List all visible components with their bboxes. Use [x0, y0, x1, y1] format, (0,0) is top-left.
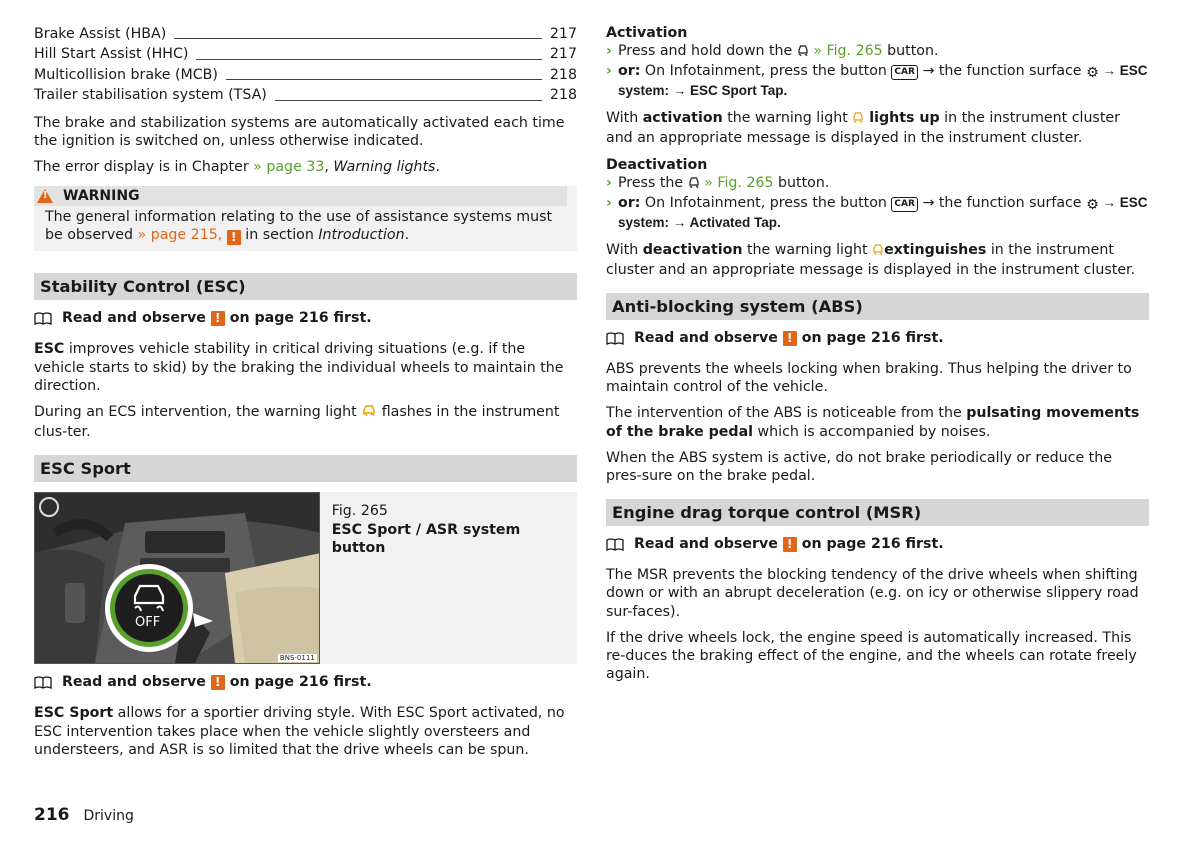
esc-button-figure-image — [34, 492, 320, 664]
text: → the function surface — [917, 63, 1087, 80]
toc-page: 217 — [549, 26, 577, 42]
text: button. — [882, 43, 939, 59]
text: on page 216 first. — [801, 330, 944, 347]
warning-icon: ! — [783, 331, 797, 346]
esc-paragraph — [34, 340, 577, 395]
figure-caption — [320, 492, 577, 664]
read-observe-note — [606, 328, 1149, 348]
text: Read and observe — [62, 674, 206, 691]
text: Press the — [618, 175, 688, 192]
error-display-paragraph — [34, 158, 577, 176]
text: button. — [773, 175, 830, 192]
section-heading-esc-sport: ESC Sport — [34, 455, 577, 482]
read-observe-note — [34, 308, 577, 328]
text: The error display is in Chapter — [34, 159, 254, 176]
page-number: 216 — [34, 805, 70, 825]
bold-text: ESC — [34, 341, 65, 358]
text: improves vehicle stability in critical driving situations (e.g. if the vehicle starts to skid) by the braking the individual wheels to maintain the direction. — [34, 341, 564, 394]
text: Press and hold down the — [618, 43, 797, 59]
read-observe-note — [606, 534, 1149, 554]
page-link[interactable]: » page 33 — [253, 159, 325, 176]
esc-warning-paragraph — [34, 403, 577, 441]
book-icon — [606, 538, 624, 551]
abs-paragraph-1: ABS prevents the wheels locking when braking. Thus helping the driver to maintain control of the vehicle. — [606, 361, 1132, 396]
abs-paragraph-2 — [606, 404, 1149, 440]
warning-icon: ! — [783, 537, 797, 552]
toc-row[interactable] — [34, 44, 577, 64]
esc-button-icon — [797, 44, 809, 62]
text: on page 216 first. — [801, 536, 944, 553]
deactivation-heading: Deactivation — [606, 157, 708, 174]
text: allows for a sportier driving style. With ESC Sport activated, no ESC intervention takes place when the vehicle slightly oversteers and understeers, and ASR is so limited that the drive wheels can be spun. — [34, 705, 565, 758]
skid-warning-icon — [852, 111, 864, 129]
left-column — [34, 24, 577, 759]
text: During an ECS intervention, the warning light — [34, 404, 362, 421]
intro-paragraph: The brake and stabilization systems are automatically activated each time the ignition is switched on, unless otherwise indicated. — [34, 114, 565, 149]
text: With — [606, 241, 643, 258]
msr-paragraph-1: The MSR prevents the blocking tendency of the drive wheels when shifting down or with an abrupt deceleration (e.g. on icy or otherwise slippery road sur-faces). — [606, 567, 1139, 620]
bold-text: lights up — [864, 109, 940, 126]
fig-button-label: OFF — [135, 615, 161, 631]
figure-number: Fig. 265 — [331, 503, 388, 520]
activation-heading: Activation — [606, 25, 688, 41]
figure-title: ESC Sport / ASR system button — [331, 521, 521, 556]
abs-paragraph-3: When the ABS system is active, do not brake periodically or reduce the pres-sure on the brake pedal. — [606, 449, 1112, 485]
toc-row[interactable] — [34, 24, 577, 44]
bullet-arrow-icon: › — [606, 175, 612, 192]
text: On Infotainment, press the button — [640, 195, 892, 212]
esc-sport-paragraph — [34, 704, 577, 759]
warning-icon: ! — [211, 675, 225, 690]
text: the warning light — [722, 109, 853, 126]
italic-text: Introduction — [318, 227, 405, 244]
text: With — [606, 109, 643, 126]
toc-leader — [226, 79, 542, 80]
toc-label: Trailer stabilisation system (TSA) — [34, 87, 267, 104]
bold-text: or: — [618, 63, 641, 80]
text: Read and observe — [634, 330, 778, 347]
book-icon — [34, 676, 52, 689]
right-column — [606, 24, 1149, 683]
bold-text: or: — [618, 195, 641, 212]
warning-box — [34, 186, 577, 251]
bullet-item — [606, 62, 1149, 100]
warning-header — [34, 186, 567, 206]
figure-code: BNS-0111 — [279, 654, 315, 663]
toc-leader — [174, 38, 542, 39]
warning-icon: ! — [227, 230, 241, 245]
chapter-name: Driving — [83, 808, 134, 824]
bold-text: extinguishes — [884, 241, 987, 258]
section-heading-msr: Engine drag torque control (MSR) — [606, 499, 1149, 526]
text: on page 216 first. — [229, 674, 372, 691]
menu-path: system: → ESC Sport Tap. — [618, 83, 788, 99]
car-button-icon: CAR — [891, 65, 918, 80]
text: . — [404, 227, 410, 244]
car-button-icon: CAR — [891, 197, 918, 212]
warning-body — [34, 206, 567, 245]
bold-text: activation — [642, 109, 723, 126]
text: , — [324, 159, 334, 176]
bold-text: pulsating movements of the brake pedal — [606, 405, 1140, 440]
text: which is accompanied by noises. — [753, 423, 991, 440]
text: On Infotainment, press the button — [640, 63, 892, 80]
toc-page: 217 — [549, 46, 577, 63]
menu-path: → ESC — [1098, 195, 1148, 211]
settings-car-icon: ⚙ — [1086, 197, 1099, 214]
text: Read and observe — [634, 536, 778, 553]
esc-button-icon — [688, 176, 700, 194]
figure-link[interactable]: » Fig. 265 — [704, 175, 774, 192]
text: The intervention of the ABS is noticeable from the — [606, 405, 967, 422]
text: in section — [240, 227, 319, 244]
bold-text: ESC Sport — [34, 705, 114, 722]
toc-page: 218 — [549, 66, 577, 83]
menu-path: system: → Activated Tap. — [618, 215, 781, 231]
section-heading-esc: Stability Control (ESC) — [34, 273, 577, 300]
toc-leader — [196, 59, 542, 60]
bullet-arrow-icon: › — [606, 63, 612, 80]
text: The general information relating to the use of assistance systems must be observed — [45, 209, 553, 244]
page-link[interactable]: » page 215, — [137, 227, 223, 244]
italic-text: Warning lights — [333, 159, 436, 176]
msr-paragraph-2: If the drive wheels lock, the engine speed is automatically increased. This re-duces the braking effect of the engine, and the wheels can rotate freely again. — [606, 629, 1137, 683]
toc-label: Hill Start Assist (HHC) — [34, 46, 189, 63]
toc-list — [34, 24, 577, 106]
toc-label: Brake Assist (HBA) — [34, 26, 167, 42]
text: flashes in the instrument clus-ter. — [34, 404, 560, 441]
book-icon — [34, 312, 52, 325]
figure-link[interactable]: » Fig. 265 — [813, 43, 883, 59]
text: in the instrument cluster and an appropriate message is displayed in the instrument cluster. — [606, 109, 1120, 146]
section-heading-abs: Anti-blocking system (ABS) — [606, 293, 1149, 320]
bullet-arrow-icon: › — [606, 195, 612, 212]
bullet-arrow-icon: › — [606, 43, 612, 59]
skid-warning-icon — [872, 243, 884, 261]
text: → the function surface — [917, 195, 1087, 212]
toc-row[interactable] — [34, 85, 577, 105]
figure-265 — [34, 492, 577, 664]
read-observe-note — [34, 672, 577, 692]
page-footer — [34, 805, 134, 825]
toc-row[interactable] — [34, 65, 577, 85]
text: the warning light — [742, 241, 873, 258]
skid-warning-icon — [361, 403, 377, 423]
deactivation-paragraph — [606, 241, 1149, 279]
warning-icon: ! — [211, 311, 225, 326]
warning-title: WARNING — [63, 188, 140, 205]
bullet-item — [606, 194, 1149, 232]
settings-car-icon: ⚙ — [1086, 65, 1099, 82]
menu-path: → ESC — [1098, 63, 1148, 79]
toc-label: Multicollision brake (MCB) — [34, 66, 218, 83]
text: . — [435, 159, 440, 176]
toc-page: 218 — [549, 87, 577, 104]
bullet-item — [606, 174, 1149, 194]
text: on page 216 first. — [229, 310, 372, 327]
book-icon — [606, 332, 624, 345]
activation-paragraph — [606, 109, 1149, 147]
bold-text: deactivation — [642, 241, 743, 258]
text: Read and observe — [62, 310, 206, 327]
warning-icon: ! — [37, 189, 53, 203]
text: in the instrument cluster and an appropriate message is displayed in the instrument cluster. — [606, 241, 1136, 278]
toc-leader — [275, 100, 542, 101]
bullet-item — [606, 42, 1149, 62]
